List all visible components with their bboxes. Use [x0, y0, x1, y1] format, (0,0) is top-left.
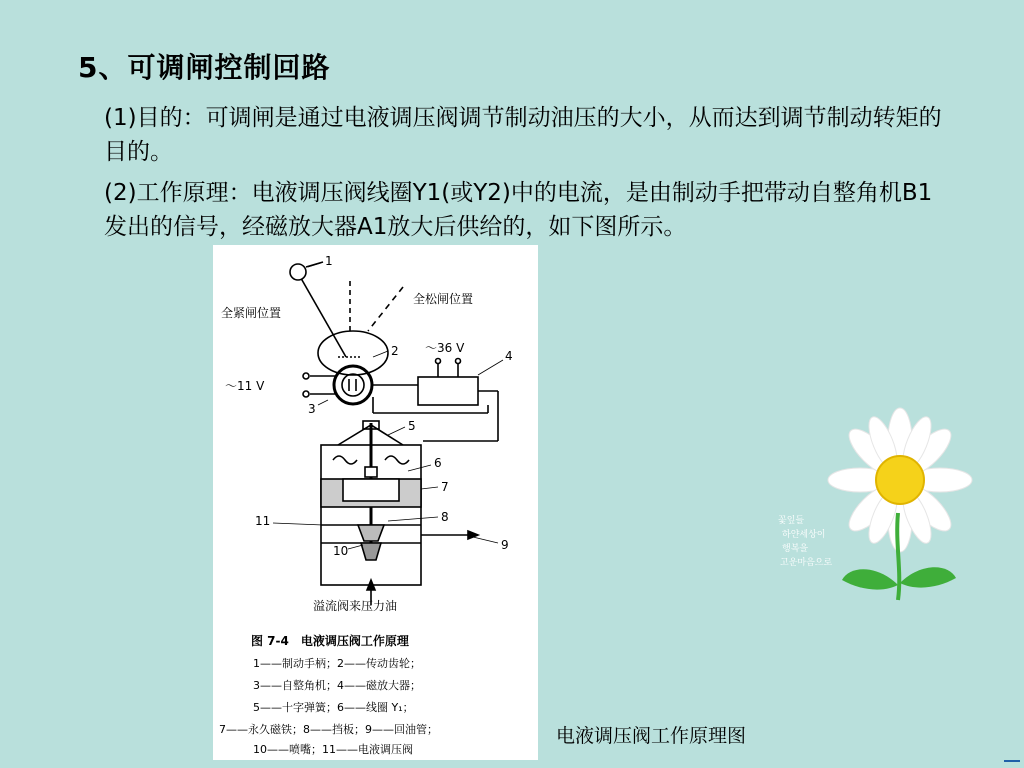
valve-schematic — [213, 245, 538, 760]
daisy-icon — [770, 395, 1000, 625]
legend-line-4: 7——永久磁铁；8——挡板；9——回油管； — [219, 723, 438, 736]
figure-num-1: 1 — [325, 254, 333, 268]
figure-num-10: 10 — [333, 544, 349, 558]
figure-num-6: 6 — [434, 456, 442, 470]
label-oil-source: 溢流阀来压力油 — [313, 599, 398, 613]
selsyn-motor — [334, 366, 372, 404]
legend-line-5: 10——喷嘴；11——电液调压阀 — [253, 743, 413, 756]
figure-num-7: 7 — [441, 480, 449, 494]
figure-num-5: 5 — [408, 419, 416, 433]
transmission-gear — [318, 331, 388, 375]
handwriting-line-1: 꽃잎들 — [778, 516, 805, 526]
paragraph-principle: (2)工作原理：电液调压阀线圈Y1(或Y2)中的电流，是由制动手把带动自整角机B1发出的信号，经磁放大器A1放大后供给的，如下图所示。 — [104, 180, 933, 240]
figure-title: 图 7-4 电液调压阀工作原理 — [251, 634, 409, 648]
legend-line-2: 3——自整角机；4——磁放大器； — [253, 679, 421, 692]
figure-num-2: 2 — [391, 344, 399, 358]
valve-diagram-figure — [213, 245, 538, 760]
figure-caption: 电液调压阀工作原理图 — [556, 725, 747, 747]
nozzle — [361, 543, 381, 560]
daisy-decoration — [770, 395, 1000, 629]
baffle-plate — [358, 525, 384, 541]
figure-num-4: 4 — [505, 349, 513, 363]
magnetic-amplifier-box — [418, 377, 478, 405]
paragraph-purpose: (1)目的：可调闸是通过电液调压阀调节制动油压的大小，从而达到调节制动转矩的目的。 — [104, 105, 942, 165]
figure-num-9: 9 — [501, 538, 509, 552]
handwriting-line-3: 행복을 — [782, 544, 809, 554]
label-full-release: 全松闸位置 — [413, 292, 474, 306]
figure-num-11: 11 — [255, 514, 271, 528]
slide-title: 5、可调闸控制回路 — [78, 51, 331, 84]
handwriting-line-2: 하얀세상이 — [782, 530, 826, 540]
handle-knob — [290, 264, 306, 280]
legend-line-3: 5——十字弹簧；6——线圈 Y₁； — [253, 701, 414, 714]
label-11v: ～11 V — [225, 379, 265, 393]
legend-line-1: 1——制动手柄；2——传动齿轮； — [253, 657, 421, 670]
handwriting-line-4: 고운마음으로 — [780, 558, 833, 568]
figure-num-8: 8 — [441, 510, 449, 524]
slide-corner-mark — [1004, 760, 1020, 762]
brake-handle — [298, 273, 346, 357]
label-36v: ～36 V — [425, 341, 465, 355]
release-position-line — [368, 287, 403, 331]
label-full-brake: 全紧闸位置 — [221, 306, 282, 320]
figure-num-3: 3 — [308, 402, 316, 416]
